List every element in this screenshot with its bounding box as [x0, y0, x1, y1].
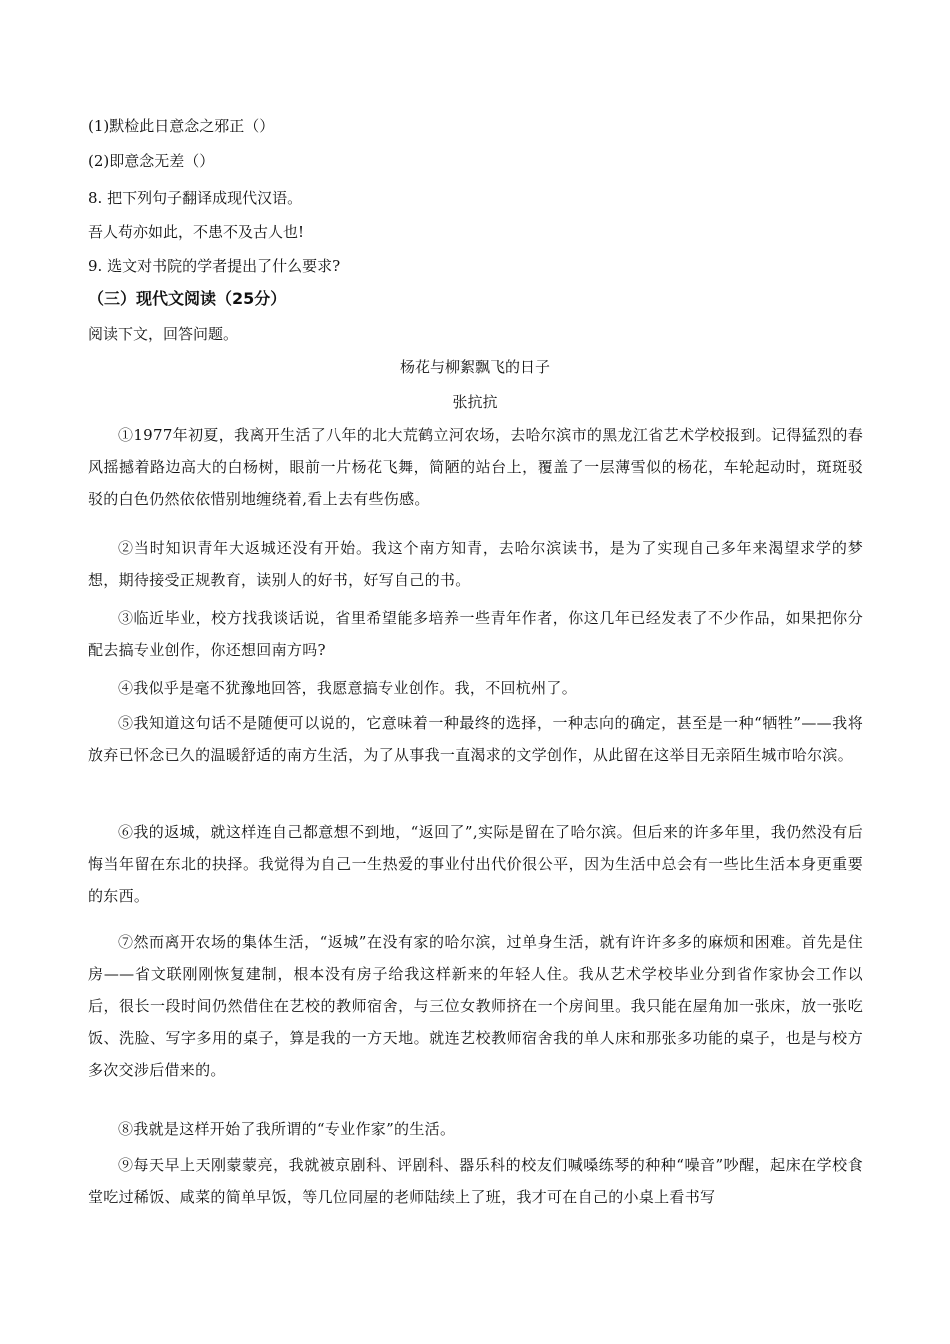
question-8-sentence: 吾人苟亦如此，不患不及古人也! — [88, 223, 305, 241]
paragraph-1: ①1977年初夏，我离开生活了八年的北大荒鹤立河农场，去哈尔滨市的黑龙江省艺术学校报到。记得猛烈的春风摇撼着路边高大的白杨树，眼前一片杨花飞舞，简陋的站台上，覆盖了一层薄雪似的杨花，车轮起动时，斑斑驳驳的白色仍然依依惜别地缠绕着,看上去有些伤感。 — [88, 426, 863, 508]
paragraph-8: ⑧我就是这样开始了我所谓的“专业作家”的生活。 — [118, 1120, 456, 1138]
paragraph-5: ⑤我知道这句话不是随便可以说的，它意味着一种最终的选择，一种志向的确定，甚至是一种“牺牲”——我将放弃已怀念已久的温暖舒适的南方生活，为了从事我一直渴求的文学创作，从此留在这举目无亲陌生城市哈尔滨。 — [88, 714, 863, 764]
question-8: 8. 把下列句子翻译成现代汉语。 — [88, 189, 303, 207]
paragraph-3: ③临近毕业，校方找我谈话说，省里希望能多培养一些青年作者，你这几年已经发表了不少作品，如果把你分配去搞专业创作，你还想回南方吗? — [88, 609, 863, 659]
paragraph-7: ⑦然而离开农场的集体生活，“返城”在没有家的哈尔滨，过单身生活，就有许许多多的麻烦和困难。首先是住房——省文联刚刚恢复建制，根本没有房子给我这样新来的年轻人住。我从艺术学校毕业分到省作家协会工作以后，很长一段时间仍然借住在艺校的教师宿舍，与三位女教师挤在一个房间里。我只能在屋角加一张床，放一张吃饭、洗脸、写字多用的桌子，算是我的一方天地。就连艺校教师宿舍我的单人床和那张多功能的桌子，也是与校方多次交涉后借来的。 — [88, 933, 863, 1079]
reading-instruction: 阅读下文，回答问题。 — [88, 325, 239, 343]
question-7-1: (1)默检此日意念之邪正（） — [88, 117, 275, 135]
paragraph-4: ④我似乎是毫不犹豫地回答，我愿意搞专业创作。我，不回杭州了。 — [118, 679, 578, 697]
paragraph-6: ⑥我的返城，就这样连自己都意想不到地，“返回了”,实际是留在了哈尔滨。但后来的许多年里，我仍然没有后悔当年留在东北的抉择。我觉得为自己一生热爱的事业付出代价很公平，因为生活中总会有一些比生活本身更重要的东西。 — [88, 823, 863, 905]
article-title: 杨花与柳絮飘飞的日子 — [399, 358, 550, 376]
question-7-2: (2)即意念无差（） — [88, 152, 215, 170]
article-author: 张抗抗 — [452, 393, 498, 411]
paragraph-2: ②当时知识青年大返城还没有开始。我这个南方知青，去哈尔滨读书，是为了实现自己多年来渴望求学的梦想，期待接受正规教育，读别人的好书，好写自己的书。 — [88, 539, 863, 589]
paragraph-9: ⑨每天早上天刚蒙蒙亮，我就被京剧科、评剧科、器乐科的校友们喊嗓练琴的种种“噪音”吵醒，起床在学校食堂吃过稀饭、咸菜的简单早饭，等几位同屋的老师陆续上了班，我才可在自己的小桌上看书写 — [88, 1156, 863, 1206]
question-9: 9. 选文对书院的学者提出了什么要求? — [88, 257, 341, 275]
section-heading: （三）现代文阅读（25分） — [88, 289, 287, 308]
